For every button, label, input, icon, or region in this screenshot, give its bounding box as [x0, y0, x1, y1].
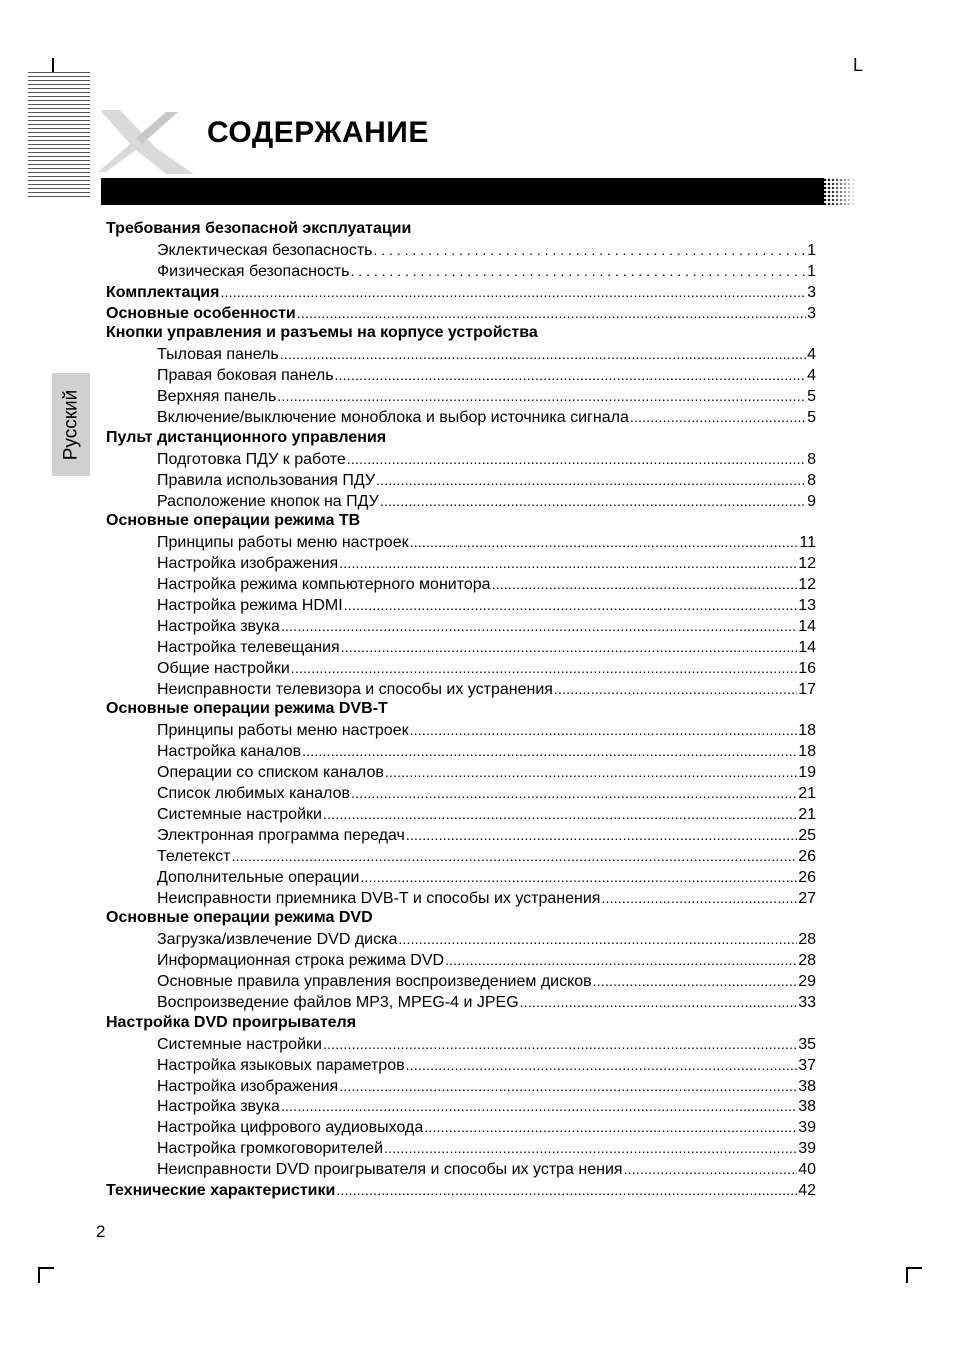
toc-dot-leader — [406, 825, 797, 846]
toc-entry-title: Настройка телевещания — [157, 638, 340, 656]
toc-page-number: 1 — [807, 262, 816, 280]
toc-page-number: 4 — [807, 367, 816, 385]
toc-entry-title: Эклектическая безопасность — [157, 241, 373, 259]
toc-dot-leader — [291, 658, 797, 679]
toc-entry-title: Воспроизведение файлов MP3, MPEG-4 и JPEG — [157, 993, 519, 1011]
toc-page-number: 26 — [798, 868, 816, 886]
toc-entry-row — [106, 240, 816, 261]
toc-dot-leader — [351, 261, 807, 282]
toc-entry-title: Настройка DVD проигрывателя — [106, 1013, 357, 1031]
toc-dot-leader — [384, 1138, 797, 1159]
toc-entry-title: Общие настройки — [157, 659, 290, 677]
toc-entry-title: Настройка громкоговорителей — [157, 1140, 384, 1158]
toc-page-number: 38 — [798, 1098, 816, 1116]
toc-entry-title: Настройка цифрового аудиовыхода — [157, 1119, 424, 1137]
toc-entry-row — [106, 888, 816, 909]
toc-dot-leader — [220, 282, 806, 303]
toc-page-number: 42 — [798, 1181, 816, 1199]
decorative-stripes — [28, 72, 90, 200]
toc-dot-leader — [630, 407, 806, 428]
toc-page-number: 25 — [798, 826, 816, 844]
toc-dot-leader — [398, 929, 797, 950]
toc-entry-row — [106, 1034, 816, 1055]
toc-entry-row — [106, 637, 816, 658]
toc-entry-row — [106, 553, 816, 574]
toc-dot-leader — [624, 1159, 798, 1180]
toc-entry-row — [106, 1055, 816, 1076]
toc-entry-title: Неисправности DVD проигрывателя и способы их устра нения — [157, 1161, 623, 1179]
toc-dot-leader — [339, 553, 797, 574]
toc-entry-row — [106, 365, 816, 386]
toc-dot-leader — [336, 1180, 797, 1201]
toc-entry-title: Настройка звука — [157, 617, 280, 635]
toc-dot-leader — [335, 365, 807, 386]
toc-entry-title: Принципы работы меню настроек — [157, 722, 409, 740]
toc-entry-row — [106, 1096, 816, 1117]
toc-entry-row — [106, 1138, 816, 1159]
toc-entry-title: Основные операции режима DVD — [106, 909, 373, 927]
toc-entry-row — [106, 470, 816, 491]
toc-entry-title: Системные настройки — [157, 805, 322, 823]
toc-dot-leader — [376, 470, 806, 491]
x-logo-icon — [96, 108, 196, 176]
toc-entry-row — [106, 386, 816, 407]
toc-dot-leader — [347, 449, 806, 470]
toc-page-number: 11 — [799, 534, 816, 552]
toc-page-number: 18 — [798, 743, 816, 761]
toc-entry-title: Включение/выключение моноблока и выбор источника сигнала — [157, 409, 629, 427]
corner-letter: L — [853, 55, 864, 75]
toc-entry-row — [106, 929, 816, 950]
toc-entry-row — [106, 1076, 816, 1097]
toc-page-number: 18 — [798, 722, 816, 740]
toc-entry-row — [106, 1117, 816, 1138]
toc-section-row — [106, 1180, 816, 1201]
crop-mark-bottom-right — [906, 1267, 922, 1283]
toc-dot-leader — [297, 303, 806, 324]
language-tab — [52, 373, 90, 476]
toc-entry-title: Требования безопасной эксплуатации — [106, 220, 412, 237]
toc-page-number: 13 — [798, 597, 816, 615]
toc-section-row — [106, 511, 816, 532]
toc-page-number: 26 — [798, 847, 816, 865]
toc-entry-title: Тыловая панель — [157, 346, 279, 364]
toc-section-row — [106, 699, 816, 720]
toc-entry-title: Кнопки управления и разъемы на корпусе устройства — [106, 324, 538, 342]
toc-entry-title: Электронная программа передач — [157, 826, 405, 844]
toc-page-number: 33 — [798, 993, 816, 1011]
toc-entry-title: Комплектация — [106, 283, 220, 301]
toc-entry-row — [106, 804, 816, 825]
toc-entry-title: Технические характеристики — [106, 1181, 336, 1199]
toc-dot-leader — [385, 762, 797, 783]
toc-page-number: 29 — [798, 973, 816, 991]
toc-dot-leader — [601, 888, 797, 909]
toc-dot-leader — [380, 491, 806, 512]
toc-entry-row — [106, 720, 816, 741]
toc-entry-row — [106, 867, 816, 888]
toc-entry-title: Загрузка/извлечение DVD диска — [157, 931, 398, 949]
toc-entry-row — [106, 261, 816, 282]
toc-entry-row — [106, 762, 816, 783]
toc-entry-row — [106, 679, 816, 700]
header-bar — [101, 178, 824, 205]
toc-dot-leader — [520, 992, 798, 1013]
page-number: 2 — [96, 1222, 106, 1241]
toc-dot-leader — [232, 846, 798, 867]
toc-page-number: 14 — [798, 638, 816, 656]
toc-entry-title: Пульт дистанционного управления — [106, 428, 387, 446]
toc-page-number: 8 — [807, 450, 816, 468]
toc-entry-row — [106, 616, 816, 637]
toc-entry-title: Принципы работы меню настроек — [157, 534, 409, 552]
toc-entry-row — [106, 532, 816, 553]
toc-entry-title: Информационная строка режима DVD — [157, 952, 445, 970]
toc-entry-title: Расположение кнопок на ПДУ — [157, 492, 379, 510]
toc-page-number: 39 — [798, 1119, 816, 1137]
toc-dot-leader — [593, 971, 798, 992]
toc-entry-row — [106, 1159, 816, 1180]
toc-entry-row — [106, 658, 816, 679]
toc-entry-title: Подготовка ПДУ к работе — [157, 450, 346, 468]
toc-entry-title: Список любимых каналов — [157, 785, 350, 803]
toc-page-number: 9 — [807, 492, 816, 510]
header-bar-dots — [819, 178, 857, 205]
toc-entry-title: Основные правила управления воспроизведением дисков — [157, 973, 592, 991]
toc-entry-title: Физическая безопасность — [157, 262, 350, 280]
toc-entry-row — [106, 741, 816, 762]
toc-dot-leader — [445, 950, 797, 971]
toc-dot-leader — [280, 344, 806, 365]
toc-entry-title: Настройка режима компьютерного монитора — [157, 576, 491, 594]
toc-page-number: 3 — [807, 304, 816, 322]
toc-page-number: 12 — [798, 555, 816, 573]
toc-page-number: 14 — [798, 617, 816, 635]
toc-section-row — [106, 303, 816, 324]
toc-page-number: 1 — [807, 241, 816, 259]
toc-dot-leader — [302, 741, 797, 762]
toc-dot-leader — [323, 804, 797, 825]
toc-page-number: 12 — [798, 576, 816, 594]
toc-page-number: 16 — [798, 659, 816, 677]
toc-entry-row — [106, 783, 816, 804]
toc-page-number: 19 — [798, 764, 816, 782]
toc-entry-row — [106, 846, 816, 867]
toc-entry-title: Настройка звука — [157, 1098, 280, 1116]
toc-section-row — [106, 219, 816, 240]
toc-dot-leader — [281, 616, 797, 637]
toc-page-number: 39 — [798, 1140, 816, 1158]
toc-entry-title: Основные операции режима DVB-T — [106, 700, 388, 718]
toc-page-number: 4 — [807, 346, 816, 364]
toc-dot-leader — [374, 240, 807, 261]
toc-dot-leader — [344, 595, 798, 616]
toc-entry-title: Настройка изображения — [157, 555, 339, 573]
toc-entry-row — [106, 825, 816, 846]
toc-dot-leader — [410, 720, 798, 741]
toc-entry-row — [106, 992, 816, 1013]
toc-entry-title: Настройка каналов — [157, 743, 302, 761]
toc-page-number: 8 — [807, 471, 816, 489]
toc-page-number: 17 — [798, 680, 816, 698]
toc-entry-row — [106, 449, 816, 470]
toc-entry-title: Настройка языковых параметров — [157, 1056, 405, 1074]
toc-dot-leader — [277, 386, 806, 407]
toc-page-number: 21 — [798, 785, 816, 803]
toc-page-number: 35 — [798, 1035, 816, 1053]
toc-dot-leader — [351, 783, 797, 804]
toc-entry-title: Неисправности телевизора и способы их устранения — [157, 680, 553, 698]
toc-entry-title: Дополнительные операции — [157, 868, 360, 886]
toc-entry-title: Телетекст — [157, 847, 231, 865]
toc-page-number: 28 — [798, 952, 816, 970]
toc-entry-row — [106, 344, 816, 365]
toc-section-row — [106, 428, 816, 449]
toc-entry-title: Настройка режима HDMI — [157, 597, 343, 615]
toc-entry-row — [106, 950, 816, 971]
toc-dot-leader — [554, 679, 797, 700]
toc-entry-row — [106, 407, 816, 428]
toc-entry-title: Правила использования ПДУ — [157, 471, 376, 489]
toc-section-row — [106, 282, 816, 303]
toc-entry-row — [106, 491, 816, 512]
table-of-contents — [106, 219, 816, 1201]
toc-dot-leader — [410, 532, 799, 553]
toc-page-number: 38 — [798, 1077, 816, 1095]
toc-dot-leader — [360, 867, 797, 888]
toc-entry-title: Правая боковая панель — [157, 367, 334, 385]
toc-dot-leader — [323, 1034, 797, 1055]
toc-dot-leader — [339, 1076, 797, 1097]
toc-entry-row — [106, 574, 816, 595]
toc-entry-row — [106, 595, 816, 616]
toc-dot-leader — [281, 1096, 797, 1117]
toc-page-number: 3 — [807, 283, 816, 301]
toc-page-number: 27 — [798, 889, 816, 907]
toc-entry-title: Верхняя панель — [157, 388, 277, 406]
toc-page-number: 5 — [807, 409, 816, 427]
toc-entry-title: Системные настройки — [157, 1035, 322, 1053]
toc-page-number: 21 — [798, 805, 816, 823]
crop-mark-bottom-left — [38, 1267, 54, 1283]
toc-page-number: 5 — [807, 388, 816, 406]
toc-entry-title: Основные особенности — [106, 304, 296, 322]
toc-dot-leader — [341, 637, 798, 658]
toc-section-row — [106, 908, 816, 929]
toc-dot-leader — [406, 1055, 798, 1076]
toc-dot-leader — [492, 574, 798, 595]
toc-entry-title: Основные операции режима ТВ — [106, 512, 361, 530]
toc-entry-title: Операции со списком каналов — [157, 764, 384, 782]
toc-section-row — [106, 323, 816, 344]
toc-entry-title: Настройка изображения — [157, 1077, 339, 1095]
toc-section-row — [106, 1013, 816, 1034]
toc-page-number: 40 — [798, 1161, 816, 1179]
toc-page-number: 37 — [798, 1056, 816, 1074]
language-tab-label: Русский — [60, 389, 81, 460]
toc-page-number: 28 — [798, 931, 816, 949]
toc-dot-leader — [424, 1117, 797, 1138]
toc-entry-title: Неисправности приемника DVB-T и способы их устранения — [157, 889, 601, 907]
page-title: СОДЕРЖАНИЕ — [207, 116, 429, 149]
toc-entry-row — [106, 971, 816, 992]
